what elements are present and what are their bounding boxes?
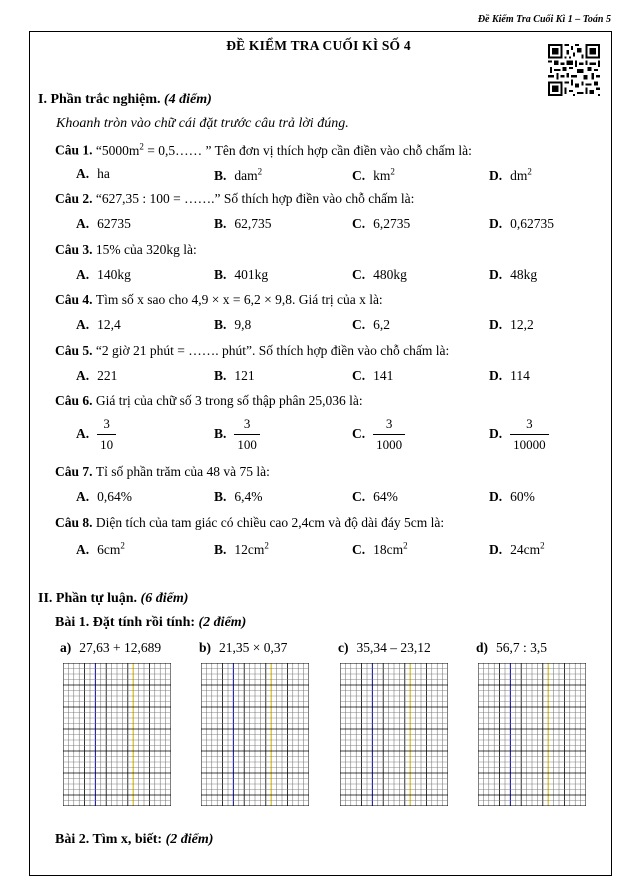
calc-b	[199, 640, 287, 656]
option-a[interactable]	[76, 166, 110, 182]
option-text: 401kg	[234, 267, 269, 282]
bai2-heading	[55, 832, 213, 848]
question-text: Giá trị của chữ số 3 trong số thập phân 25,036 là:	[95, 393, 363, 408]
calc-c	[338, 640, 431, 656]
option-letter: C.	[352, 368, 366, 383]
option-text: 6,2735	[373, 216, 411, 231]
calc-expression: 35,34 – 23,12	[356, 640, 431, 655]
question-text: “$5000m^2$ = 0,5…… ” Tên đơn vị thích hợp cần điền vào chỗ chấm là:	[95, 141, 472, 158]
option-b[interactable]	[214, 540, 269, 558]
option-d[interactable]	[489, 368, 530, 384]
option-text: 0,62735	[510, 216, 554, 231]
option-text: $dm^2$	[510, 166, 532, 183]
option-text: $6cm^2$	[97, 540, 125, 557]
question-text: Diện tích của tam giác có chiều cao 2,4cm và độ dài đáy 5cm là:	[95, 515, 445, 530]
option-text: 64%	[373, 489, 398, 504]
option-a[interactable]	[76, 540, 125, 558]
question-text: Tỉ số phần trăm của 48 và 75 là:	[95, 464, 270, 479]
option-c[interactable]	[352, 267, 407, 283]
grid-paper-c[interactable]	[340, 663, 448, 806]
bai2-label: Bài 2. Tìm x, biết:	[55, 832, 163, 847]
option-c[interactable]	[352, 368, 393, 384]
fraction	[510, 416, 549, 453]
grid-paper-b[interactable]	[201, 663, 309, 806]
option-d[interactable]	[489, 317, 534, 333]
grid-paper-d[interactable]	[478, 663, 586, 806]
option-text: 121	[234, 368, 255, 383]
option-d[interactable]	[489, 166, 532, 184]
option-d[interactable]	[489, 216, 554, 232]
calc-d	[476, 640, 547, 656]
option-text: 480kg	[373, 267, 407, 282]
part1-heading-text: I. Phần trắc nghiệm.	[38, 92, 161, 107]
option-text: 60%	[510, 489, 535, 504]
fraction-denominator: 1000	[373, 434, 405, 453]
part1-points: (4 điểm)	[164, 92, 212, 107]
question-text: “2 giờ 21 phút = ……. phút”. Số thích hợp điền vào chỗ chấm là:	[95, 343, 450, 358]
option-letter: A.	[76, 368, 90, 383]
option-letter: A.	[76, 267, 90, 282]
bai2-points: (2 điểm)	[165, 832, 214, 847]
option-letter: C.	[352, 541, 366, 557]
question-label: Câu 7.	[55, 464, 96, 479]
option-d[interactable]	[489, 267, 537, 283]
question-4	[55, 292, 383, 308]
option-b[interactable]	[214, 489, 263, 505]
question-text: 15% của 320kg là:	[95, 242, 197, 257]
option-d[interactable]	[489, 489, 535, 505]
option-d[interactable]	[489, 416, 549, 453]
option-letter: A.	[76, 541, 90, 557]
option-text: ha	[97, 166, 110, 181]
option-letter: D.	[489, 317, 503, 332]
question-text: “627,35 : 100 = …….” Số thích hợp điền vào chỗ chấm là:	[95, 191, 415, 206]
bai1-points: (2 điểm)	[198, 615, 247, 630]
option-text: 114	[510, 368, 530, 383]
option-letter: C.	[352, 489, 366, 504]
option-letter: D.	[489, 541, 503, 557]
fraction-numerator: 3	[243, 416, 251, 431]
option-text: $24cm^2$	[510, 540, 545, 557]
fraction	[373, 416, 405, 453]
part1-heading	[38, 92, 212, 108]
option-letter: A.	[76, 317, 90, 332]
option-c[interactable]	[352, 166, 395, 184]
question-3	[55, 242, 197, 258]
question-label: Câu 3.	[55, 242, 96, 257]
calc-expression: 21,35 × 0,37	[219, 640, 288, 655]
question-label: Câu 8.	[55, 515, 96, 530]
option-letter: A.	[76, 166, 90, 181]
option-c[interactable]	[352, 540, 408, 558]
fraction-numerator: 3	[103, 416, 110, 431]
instruction: Khoanh tròn vào chữ cái đặt trước câu trả lời đúng.	[56, 116, 349, 131]
option-letter: D.	[489, 425, 503, 441]
calc-letter: a)	[60, 640, 72, 655]
bai1-heading	[55, 615, 246, 631]
option-letter: A.	[76, 216, 90, 231]
option-text: 48kg	[510, 267, 538, 282]
question-5	[55, 343, 449, 359]
page-header: Đề Kiểm Tra Cuối Kì 1 – Toán 5	[477, 14, 611, 25]
option-letter: B.	[214, 425, 227, 441]
option-letter: C.	[352, 317, 366, 332]
question-6	[55, 393, 363, 409]
question-2	[55, 191, 414, 207]
calc-expression: 56,7 : 3,5	[496, 640, 548, 655]
option-text: dam$^2$	[234, 166, 263, 183]
question-text: Tìm số x sao cho 4,9 × x = 6,2 × 9,8. Giá trị của x là:	[95, 292, 383, 307]
option-a[interactable]	[76, 317, 121, 333]
option-letter: D.	[489, 267, 503, 282]
option-b[interactable]	[214, 368, 255, 384]
option-letter: A.	[76, 425, 90, 441]
option-a[interactable]	[76, 489, 132, 505]
option-c[interactable]	[352, 489, 398, 505]
option-b[interactable]	[214, 267, 268, 283]
fraction-numerator: 3	[526, 416, 533, 431]
option-a[interactable]	[76, 368, 117, 384]
option-letter: D.	[489, 368, 503, 383]
option-letter: B.	[214, 368, 227, 383]
fraction-numerator: 3	[385, 416, 393, 431]
calc-expression: 27,63 + 12,689	[79, 640, 162, 655]
question-label: Câu 1.	[55, 142, 96, 158]
calc-a	[60, 640, 161, 656]
part2-points: (6 điểm)	[140, 591, 189, 606]
question-label: Câu 6.	[55, 393, 96, 408]
question-label: Câu 2.	[55, 191, 96, 206]
bai1-label: Bài 1. Đặt tính rồi tính:	[55, 615, 196, 630]
option-text: 12,2	[510, 317, 534, 332]
option-b[interactable]	[214, 166, 262, 184]
option-c[interactable]	[352, 416, 405, 453]
option-a[interactable]	[76, 267, 131, 283]
question-label: Câu 5.	[55, 343, 96, 358]
option-b[interactable]	[214, 416, 260, 453]
option-text: 6,4%	[234, 489, 263, 504]
option-text: 0,64%	[97, 489, 132, 504]
grid-paper-a[interactable]	[63, 663, 171, 806]
option-text: 62,735	[234, 216, 272, 231]
option-text: $18cm^2$	[373, 540, 408, 557]
option-text: 140kg	[97, 267, 131, 282]
fraction-denominator: 10000	[510, 434, 549, 453]
option-text: $km^2$	[373, 166, 395, 183]
option-letter: B.	[214, 267, 227, 282]
fraction	[234, 416, 260, 453]
fraction	[97, 416, 116, 453]
question-1	[55, 141, 472, 159]
option-text: $12cm^2$	[234, 540, 269, 557]
fraction-denominator: 100	[234, 434, 260, 453]
option-letter: D.	[489, 489, 503, 504]
option-letter: B.	[214, 541, 227, 557]
option-c[interactable]	[352, 216, 410, 232]
option-letter: C.	[352, 216, 366, 231]
option-b[interactable]	[214, 216, 272, 232]
option-d[interactable]	[489, 540, 545, 558]
calc-letter: c)	[338, 640, 349, 655]
question-8	[55, 515, 444, 531]
option-letter: C.	[352, 167, 366, 183]
calc-letter: d)	[476, 640, 489, 655]
option-text: 141	[373, 368, 394, 383]
option-letter: D.	[489, 167, 503, 183]
fraction-denominator: 10	[97, 434, 116, 453]
part2-heading	[38, 591, 188, 607]
option-text: 12,4	[97, 317, 121, 332]
option-letter: A.	[76, 489, 90, 504]
option-letter: C.	[352, 267, 366, 282]
option-letter: B.	[214, 216, 227, 231]
option-text: 62735	[97, 216, 131, 231]
option-letter: B.	[214, 489, 227, 504]
calc-letter: b)	[199, 640, 212, 655]
option-text: 9,8	[234, 317, 252, 332]
question-7	[55, 464, 270, 480]
option-letter: D.	[489, 216, 503, 231]
exam-title: ĐỀ KIỂM TRA CUỐI KÌ SỐ 4	[226, 38, 411, 53]
option-text: 6,2	[373, 317, 390, 332]
question-label: Câu 4.	[55, 292, 96, 307]
part2-heading-text: II. Phần tự luận.	[38, 591, 138, 606]
option-letter: B.	[214, 167, 227, 183]
option-a[interactable]	[76, 216, 131, 232]
option-c[interactable]	[352, 317, 390, 333]
qr-code-icon	[548, 44, 600, 96]
option-b[interactable]	[214, 317, 251, 333]
option-letter: C.	[352, 425, 366, 441]
option-letter: B.	[214, 317, 227, 332]
option-a[interactable]	[76, 416, 116, 453]
option-text: 221	[97, 368, 118, 383]
